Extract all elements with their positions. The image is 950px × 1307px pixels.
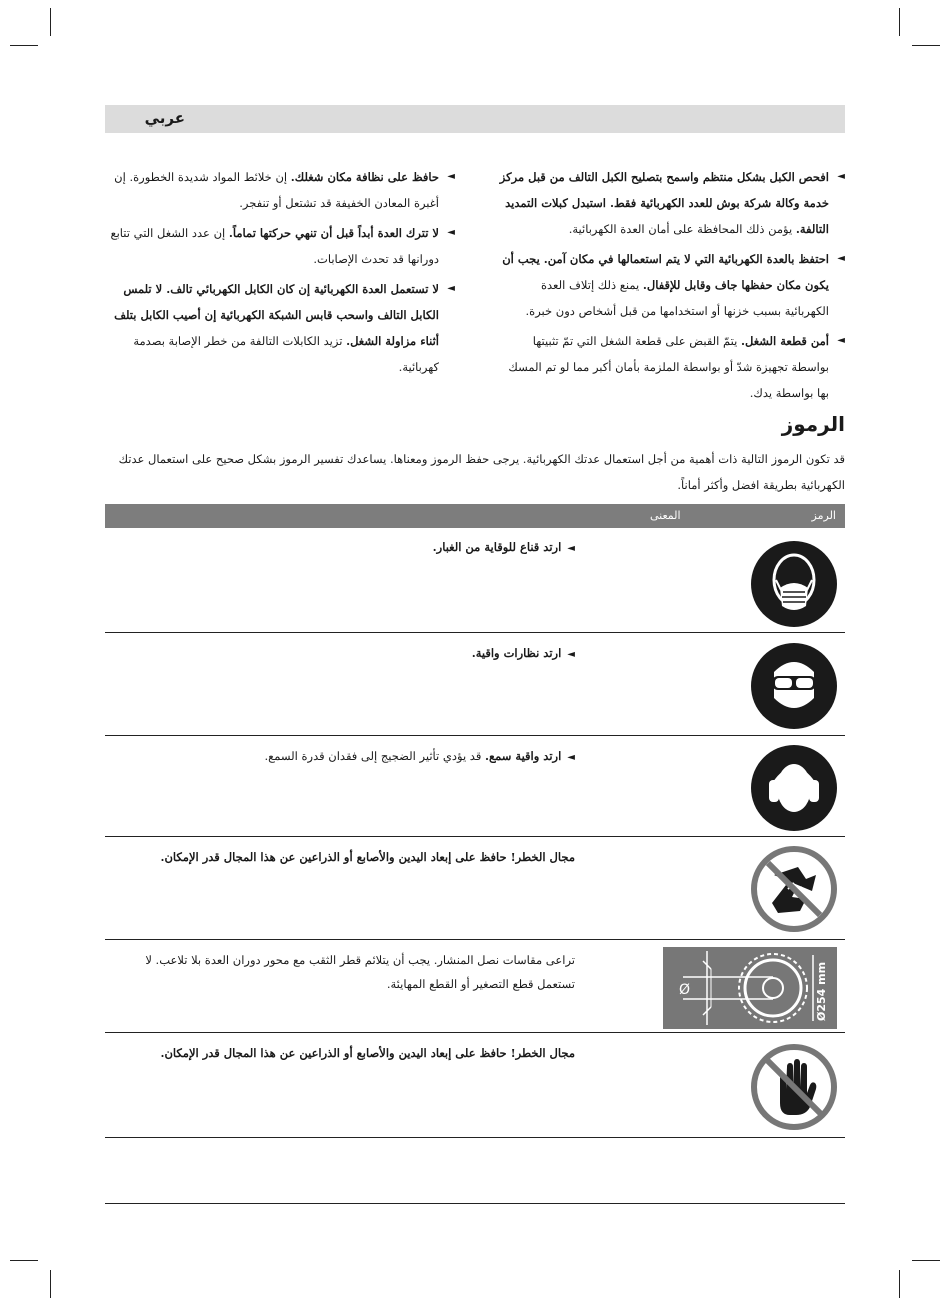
- safety-item-bold: أمن قطعة الشغل.: [741, 334, 829, 348]
- diameter-symbol: Ø: [679, 982, 691, 998]
- row-meaning: [105, 641, 575, 667]
- table-row: [105, 1032, 845, 1137]
- table-row: [105, 632, 845, 735]
- safety-item-text: إن خلائط المواد شديدة الخطورة. إن أغبرة المعادن الخفيفة قد تشتعل أو تنفجر.: [114, 170, 439, 210]
- column-header-symbol: الرمز: [811, 509, 836, 522]
- crop-mark: [50, 8, 51, 36]
- ear-protection-icon: [750, 744, 838, 832]
- safety-item-text: إن عدد الشغل التي تتابع دورانها قد تحدث الإصابات.: [110, 226, 439, 266]
- left-safety-column: [105, 164, 455, 384]
- language-label: عربي: [144, 109, 185, 127]
- table-row: [105, 836, 845, 939]
- table-row: [105, 529, 845, 631]
- row-meaning-text: تراعى مقاسات نصل المنشار. يجب أن يتلائم قطر الثقب مع محور دوران العدة بلا تلاعب. لا تستعمل قطع التصغير أو القطع المهايئة.: [145, 953, 575, 991]
- safety-item-bold: حافظ على نظافة مكان شغلك.: [290, 170, 439, 184]
- row-meaning: [105, 845, 575, 869]
- safety-item-text: تزيد الكابلات التالفة من خطر الإصابة بصدمة كهربائية.: [133, 334, 439, 374]
- row-meaning-text: قد يؤدي تأثير الضجيج إلى فقدان قدرة السمع.: [264, 749, 485, 763]
- row-meaning: [105, 1041, 575, 1065]
- crop-mark: [912, 1260, 940, 1261]
- safety-item-bold: لا تترك العدة أبداً قبل أن تنهي حركتها تماماً.: [228, 226, 439, 240]
- crop-mark: [50, 1270, 51, 1298]
- crop-mark: [899, 1270, 900, 1298]
- arrow-icon: ◄: [567, 752, 575, 763]
- row-meaning: [105, 744, 575, 770]
- column-header-meaning: المعنى: [650, 509, 681, 522]
- safety-item: [497, 328, 845, 406]
- safety-item-text: يؤمن ذلك المحافظة على أمان العدة الكهربائية.: [568, 222, 796, 236]
- arrow-icon: ◄: [567, 649, 575, 660]
- safety-item: [497, 246, 845, 324]
- row-meaning-bold: ارتد نظارات واقية.: [471, 646, 562, 660]
- row-meaning-bold: ارتد قناع للوقاية من الغبار.: [432, 540, 562, 554]
- table-row: [105, 939, 845, 1032]
- bottom-rule: [105, 1203, 845, 1204]
- table-row-end: [105, 1137, 845, 1138]
- safety-item: [105, 164, 455, 216]
- crop-mark: [899, 8, 900, 36]
- safety-item: [105, 276, 455, 380]
- symbols-table-header: [105, 504, 845, 528]
- safety-item-bold: افحص الكبل بشكل منتظم واسمح بتصليح الكبل التالف من قبل مركز خدمة وكالة شركة بوش للعدد الكهربائية فقط. استبدل كبلات التمديد التالفة.: [499, 170, 829, 236]
- table-row: [105, 735, 845, 836]
- row-meaning-bold: مجال الخطر! حافظ على إبعاد اليدين والأصابع أو الذراعين عن هذا المجال قدر الإمكان.: [160, 850, 575, 864]
- arrow-icon: ◄: [567, 543, 575, 554]
- row-meaning-bold: مجال الخطر! حافظ على إبعاد اليدين والأصابع أو الذراعين عن هذا المجال قدر الإمكان.: [160, 1046, 575, 1060]
- crop-mark: [10, 1260, 38, 1261]
- safety-item-text: يمنع ذلك إتلاف العدة الكهربائية بسبب خزنها أو استخدامها من قبل أشخاص دون خبرة.: [525, 278, 829, 318]
- right-safety-column: [497, 164, 845, 410]
- saw-blade-dimension-icon: [663, 947, 837, 1029]
- safety-goggles-icon: [750, 642, 838, 730]
- safety-item-text: يتمّ القبض على قطعة الشغل التي تمّ تثبيتها بواسطة تجهيزة شدّ أو بواسطة الملزمة بأمان أكبر مما لو تم المسك بها بواسطة يدك.: [508, 334, 829, 400]
- crop-mark: [912, 45, 940, 46]
- crop-mark: [10, 45, 38, 46]
- safety-item-bold: لا تستعمل العدة الكهربائية إن كان الكابل الكهربائي تالف. لا تلمس الكابل التالف واسحب قابس الشبكة الكهربائية إن أصيب الكابل بتلف أثناء مزاولة الشغل.: [114, 282, 439, 348]
- hand-danger-icon: [750, 845, 838, 933]
- row-meaning: [105, 948, 575, 996]
- language-header: [105, 105, 845, 133]
- safety-item: [497, 164, 845, 242]
- row-meaning: [105, 535, 575, 561]
- safety-item-bold: احتفظ بالعدة الكهربائية التي لا يتم استعمالها في مكان آمن. يجب أن يكون مكان حفظها جاف وقابل للإقفال.: [502, 252, 829, 292]
- symbols-section-title: الرموز: [781, 412, 845, 436]
- safety-item: [105, 220, 455, 272]
- blade-size-label: Ø254 mm: [815, 961, 828, 1021]
- no-hands-icon: [750, 1043, 838, 1131]
- symbols-intro: قد تكون الرموز التالية ذات أهمية من أجل استعمال عدتك الكهربائية. يرجى حفظ الرموز ومعناها. يساعدك تفسير الرموز بشكل صحيح على استعمال عدتك الكهربائية بطريقة افضل وأكثر أماناً.: [118, 452, 845, 492]
- row-meaning-bold: ارتد واقية سمع.: [485, 749, 562, 763]
- dust-mask-icon: [750, 540, 838, 628]
